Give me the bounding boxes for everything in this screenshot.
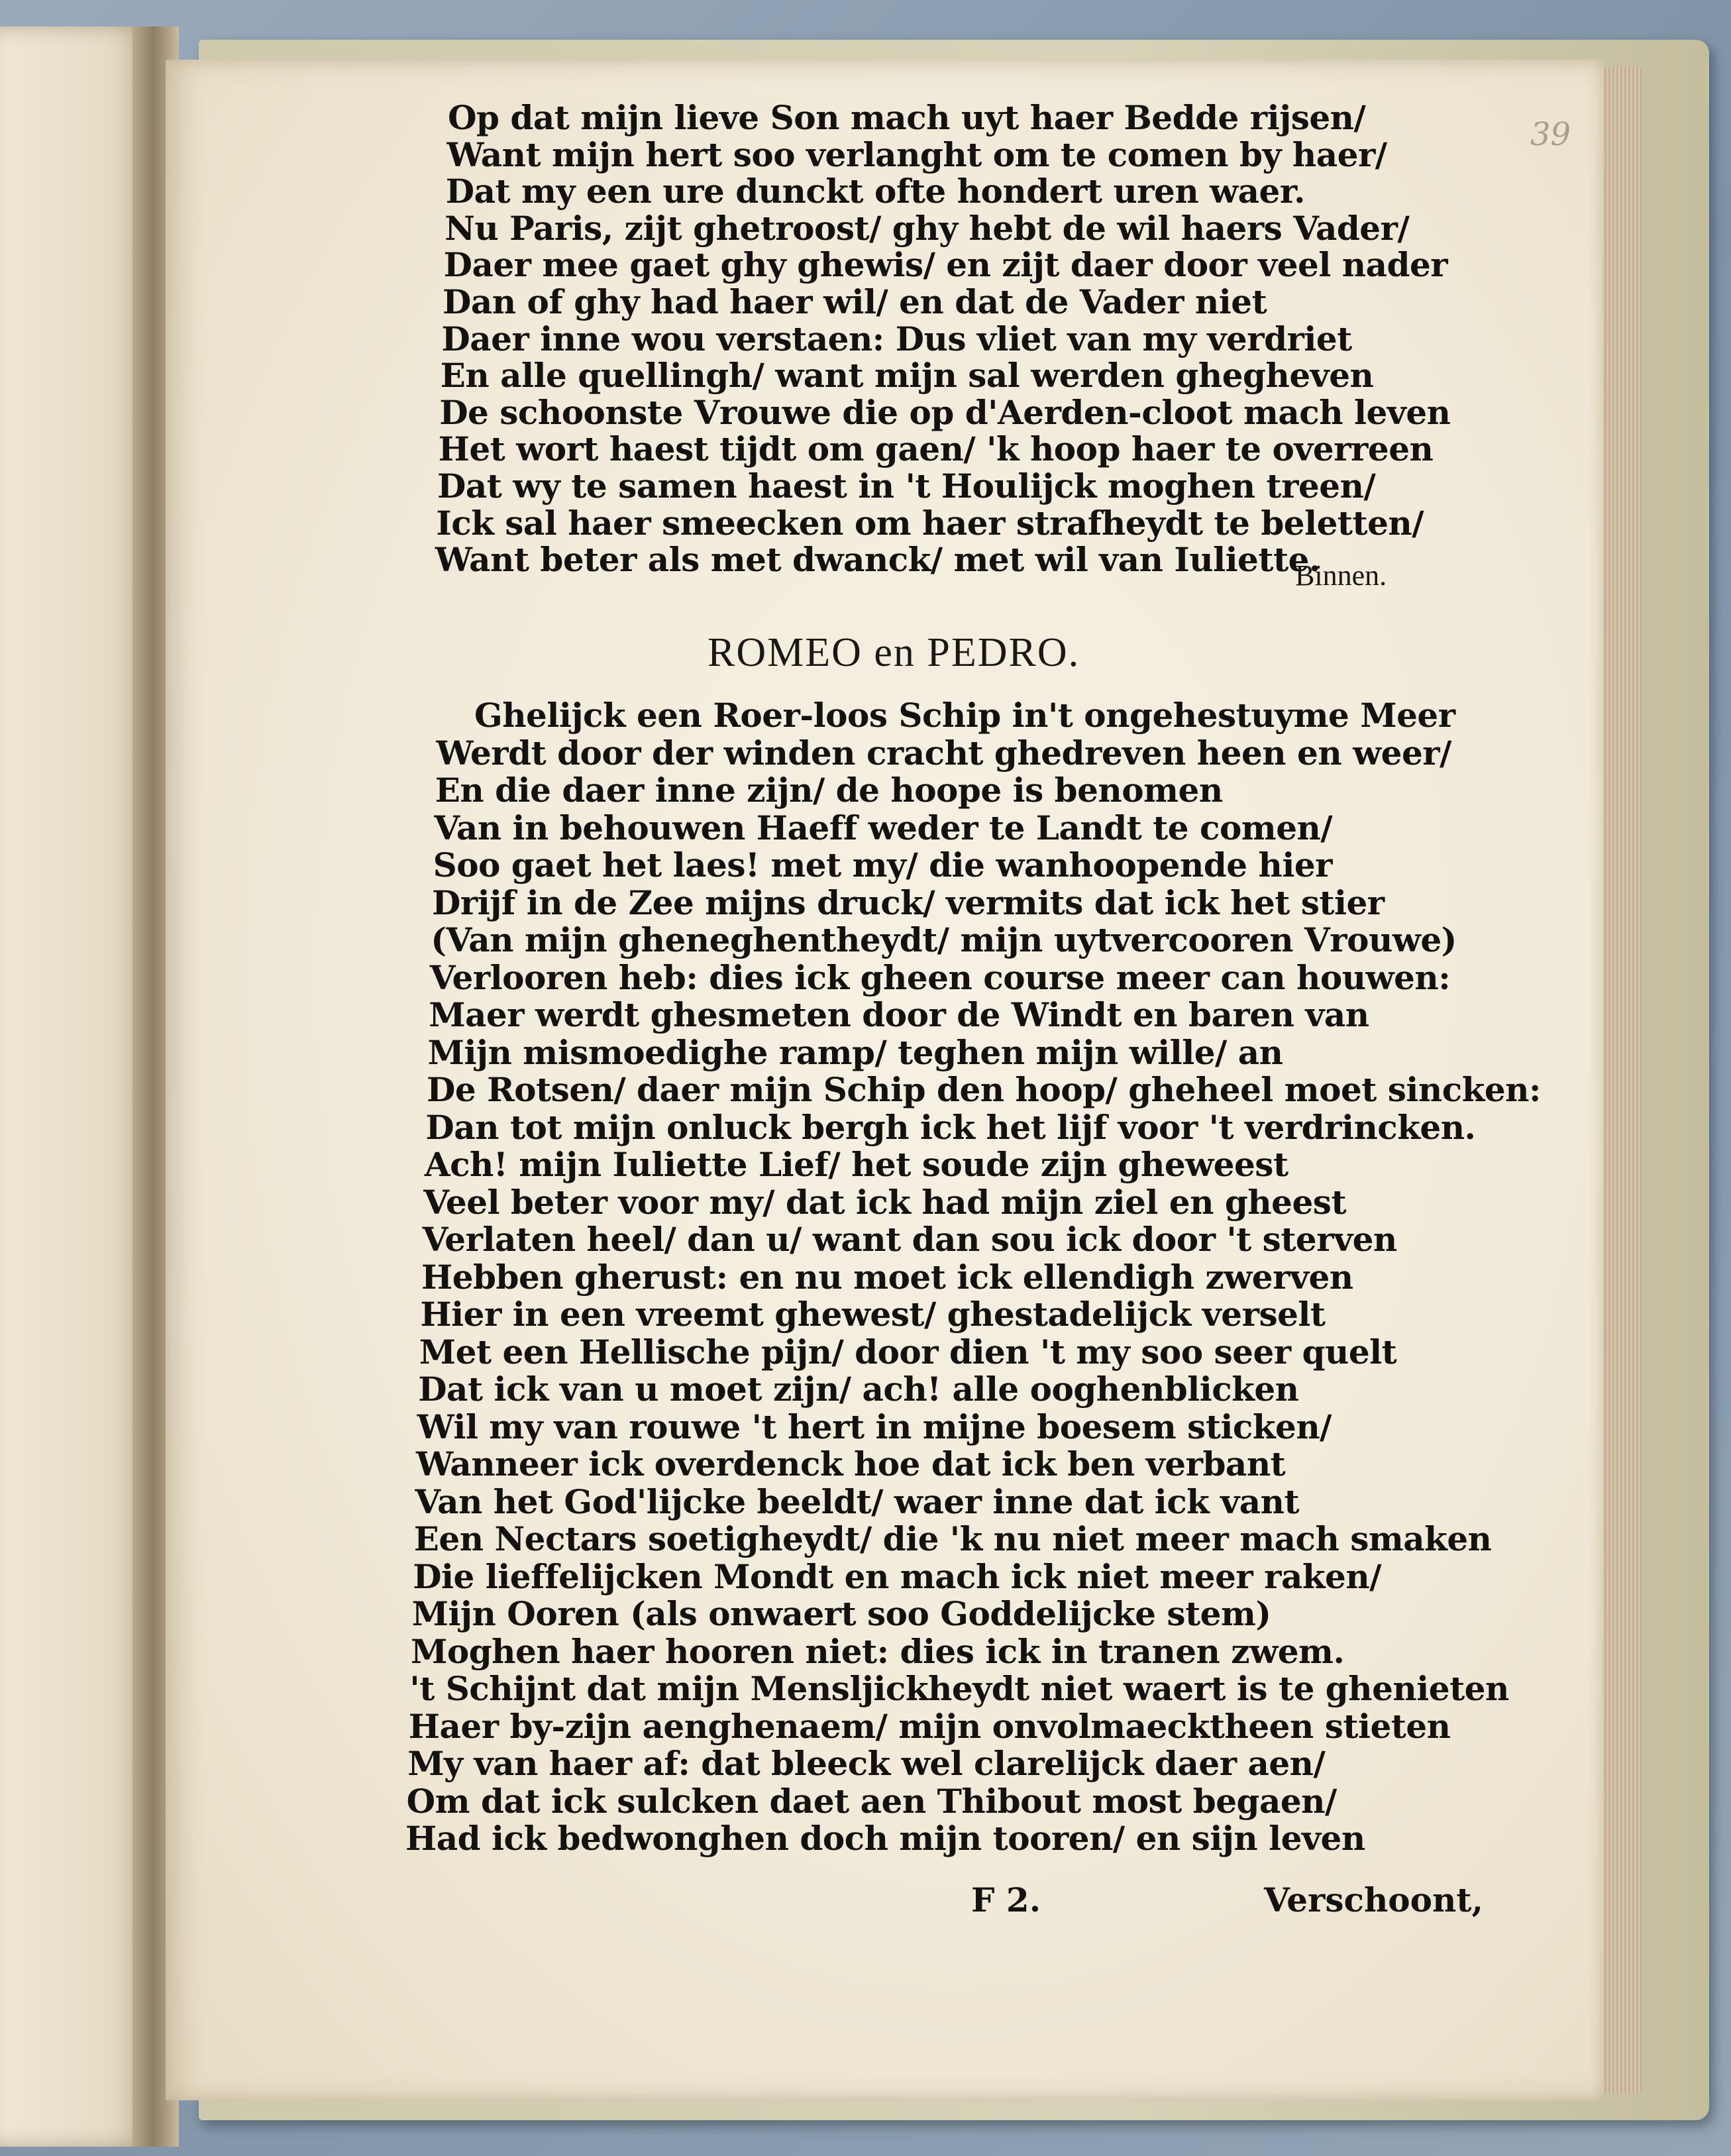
verse-line: Soo gaet het laes! met my/ die wanhoopende hier <box>433 845 1333 885</box>
signature-mark: F 2. <box>971 1880 1041 1919</box>
verse-line: Mijn Ooren (als onwaert soo Goddelijcke stem) <box>411 1594 1271 1633</box>
verse-line: Dat my een ure dunckt ofte hondert uren waer. <box>445 172 1305 211</box>
verse-line: Hier in een vreemt ghewest/ ghestadelijck verselt <box>420 1295 1326 1334</box>
verse-line: Hebben gherust: en nu moet ick ellendigh zwerven <box>421 1257 1353 1297</box>
verse-line: Dan of ghy had haer wil/ en dat de Vader niet <box>443 282 1267 321</box>
verse-line: Wil my van rouwe 't hert in mijne boesem sticken/ <box>417 1407 1332 1446</box>
verse-line: De Rotsen/ daer mijn Schip den hoop/ gheheel moet sincken: <box>427 1070 1541 1109</box>
verse-line: 't Schijnt dat mijn Mensljickheydt niet waert is te ghenieten <box>409 1669 1509 1708</box>
verse-line: Ghelijck een Roer-loos Schip in't ongehestuyme Meer <box>474 696 1455 735</box>
verse-line: Dat ick van u moet zijn/ ach! alle ooghenblicken <box>418 1370 1299 1409</box>
verse-line: Werdt door der winden cracht ghedreven heen en weer/ <box>436 733 1451 773</box>
verse-line: Daer inne wou verstaen: Dus vliet van my verdriet <box>441 319 1352 358</box>
verse-line: De schoonste Vrouwe die op d'Aerden-cloot mach leven <box>439 392 1451 432</box>
folio-number: 39 <box>1530 116 1571 153</box>
verse-line: Mijn mismoedighe ramp/ teghen mijn wille/ an <box>427 1032 1283 1072</box>
verse-line: Ick sal haer smeecken om haer strafheydt te beletten/ <box>436 503 1424 543</box>
verse-line: Een Nectars soetigheydt/ die 'k nu niet meer mach smaken <box>413 1519 1492 1558</box>
verse-line: Van het God'lijcke beeldt/ waer inne dat ick vant <box>415 1482 1300 1521</box>
stage-direction: Binnen. <box>1295 559 1387 592</box>
verse-line: Had ick bedwonghen doch mijn tooren/ en sijn leven <box>405 1819 1365 1858</box>
verse-line: Want beter als met dwanck/ met wil van Iuliette. <box>435 540 1320 580</box>
verse-line: Drijf in de Zee mijns druck/ vermits dat ick het stier <box>432 883 1385 922</box>
verse-line: My van haer af: dat bleeck wel clarelijck daer aen/ <box>407 1744 1326 1783</box>
verse-line: Om dat ick sulcken daet aen Thibout most begaen/ <box>406 1781 1337 1821</box>
verse-line: Dat wy te samen haest in 't Houlijck moghen treen/ <box>437 466 1376 506</box>
verse-line: Moghen haer hooren niet: dies ick in tranen zwem. <box>411 1631 1345 1671</box>
verse-line: Verlooren heb: dies ick gheen course meer can houwen: <box>429 957 1451 997</box>
verse-line: (Van mijn gheneghentheydt/ mijn uytvercooren Vrouwe) <box>431 920 1457 959</box>
verse-line: Verlaten heel/ dan u/ want dan sou ick door 't sterven <box>422 1220 1397 1259</box>
verse-line: Haer by-zijn aenghenaem/ mijn onvolmaecktheen stieten <box>408 1706 1451 1746</box>
verse-line: Die lieffelijcken Mondt en mach ick niet meer raken/ <box>413 1556 1381 1596</box>
verse-line: Maer werdt ghesmeten door de Windt en baren van <box>429 995 1369 1034</box>
verse-line: Met een Hellische pijn/ door dien 't my soo seer quelt <box>419 1332 1397 1372</box>
verse-line: Dan tot mijn onluck bergh ick het lijf voor 't verdrincken. <box>425 1107 1476 1147</box>
catchword: Verschoont, <box>1264 1880 1483 1919</box>
verse-line: Ach! mijn Iuliette Lief/ het soude zijn gheweest <box>424 1145 1288 1184</box>
scene-heading: ROMEO en PEDRO. <box>708 630 1080 675</box>
verse-line: Het wort haest tijdt om gaen/ 'k hoop haer te overreen <box>438 429 1434 469</box>
verse-line: Veel beter voor my/ dat ick had mijn ziel en gheest <box>423 1182 1347 1222</box>
verse-line: Want mijn hert soo verlanght om te comen by haer/ <box>446 135 1387 174</box>
verse-line: En alle quellingh/ want mijn sal werden ghegheven <box>440 356 1374 396</box>
verse-line: Op dat mijn lieve Son mach uyt haer Bedde rijsen/ <box>448 98 1366 137</box>
verse-line: Daer mee gaet ghy ghewis/ en zijt daer door veel nader <box>443 245 1448 285</box>
verse-line: Wanneer ick overdenck hoe dat ick ben verbant <box>416 1444 1286 1483</box>
verse-line: En die daer inne zijn/ de hoope is benomen <box>435 771 1223 810</box>
verse-line: Nu Paris, zijt ghetroost/ ghy hebt de wil haers Vader/ <box>445 208 1410 248</box>
verse-line: Van in behouwen Haeff weder te Landt te comen/ <box>434 808 1333 847</box>
